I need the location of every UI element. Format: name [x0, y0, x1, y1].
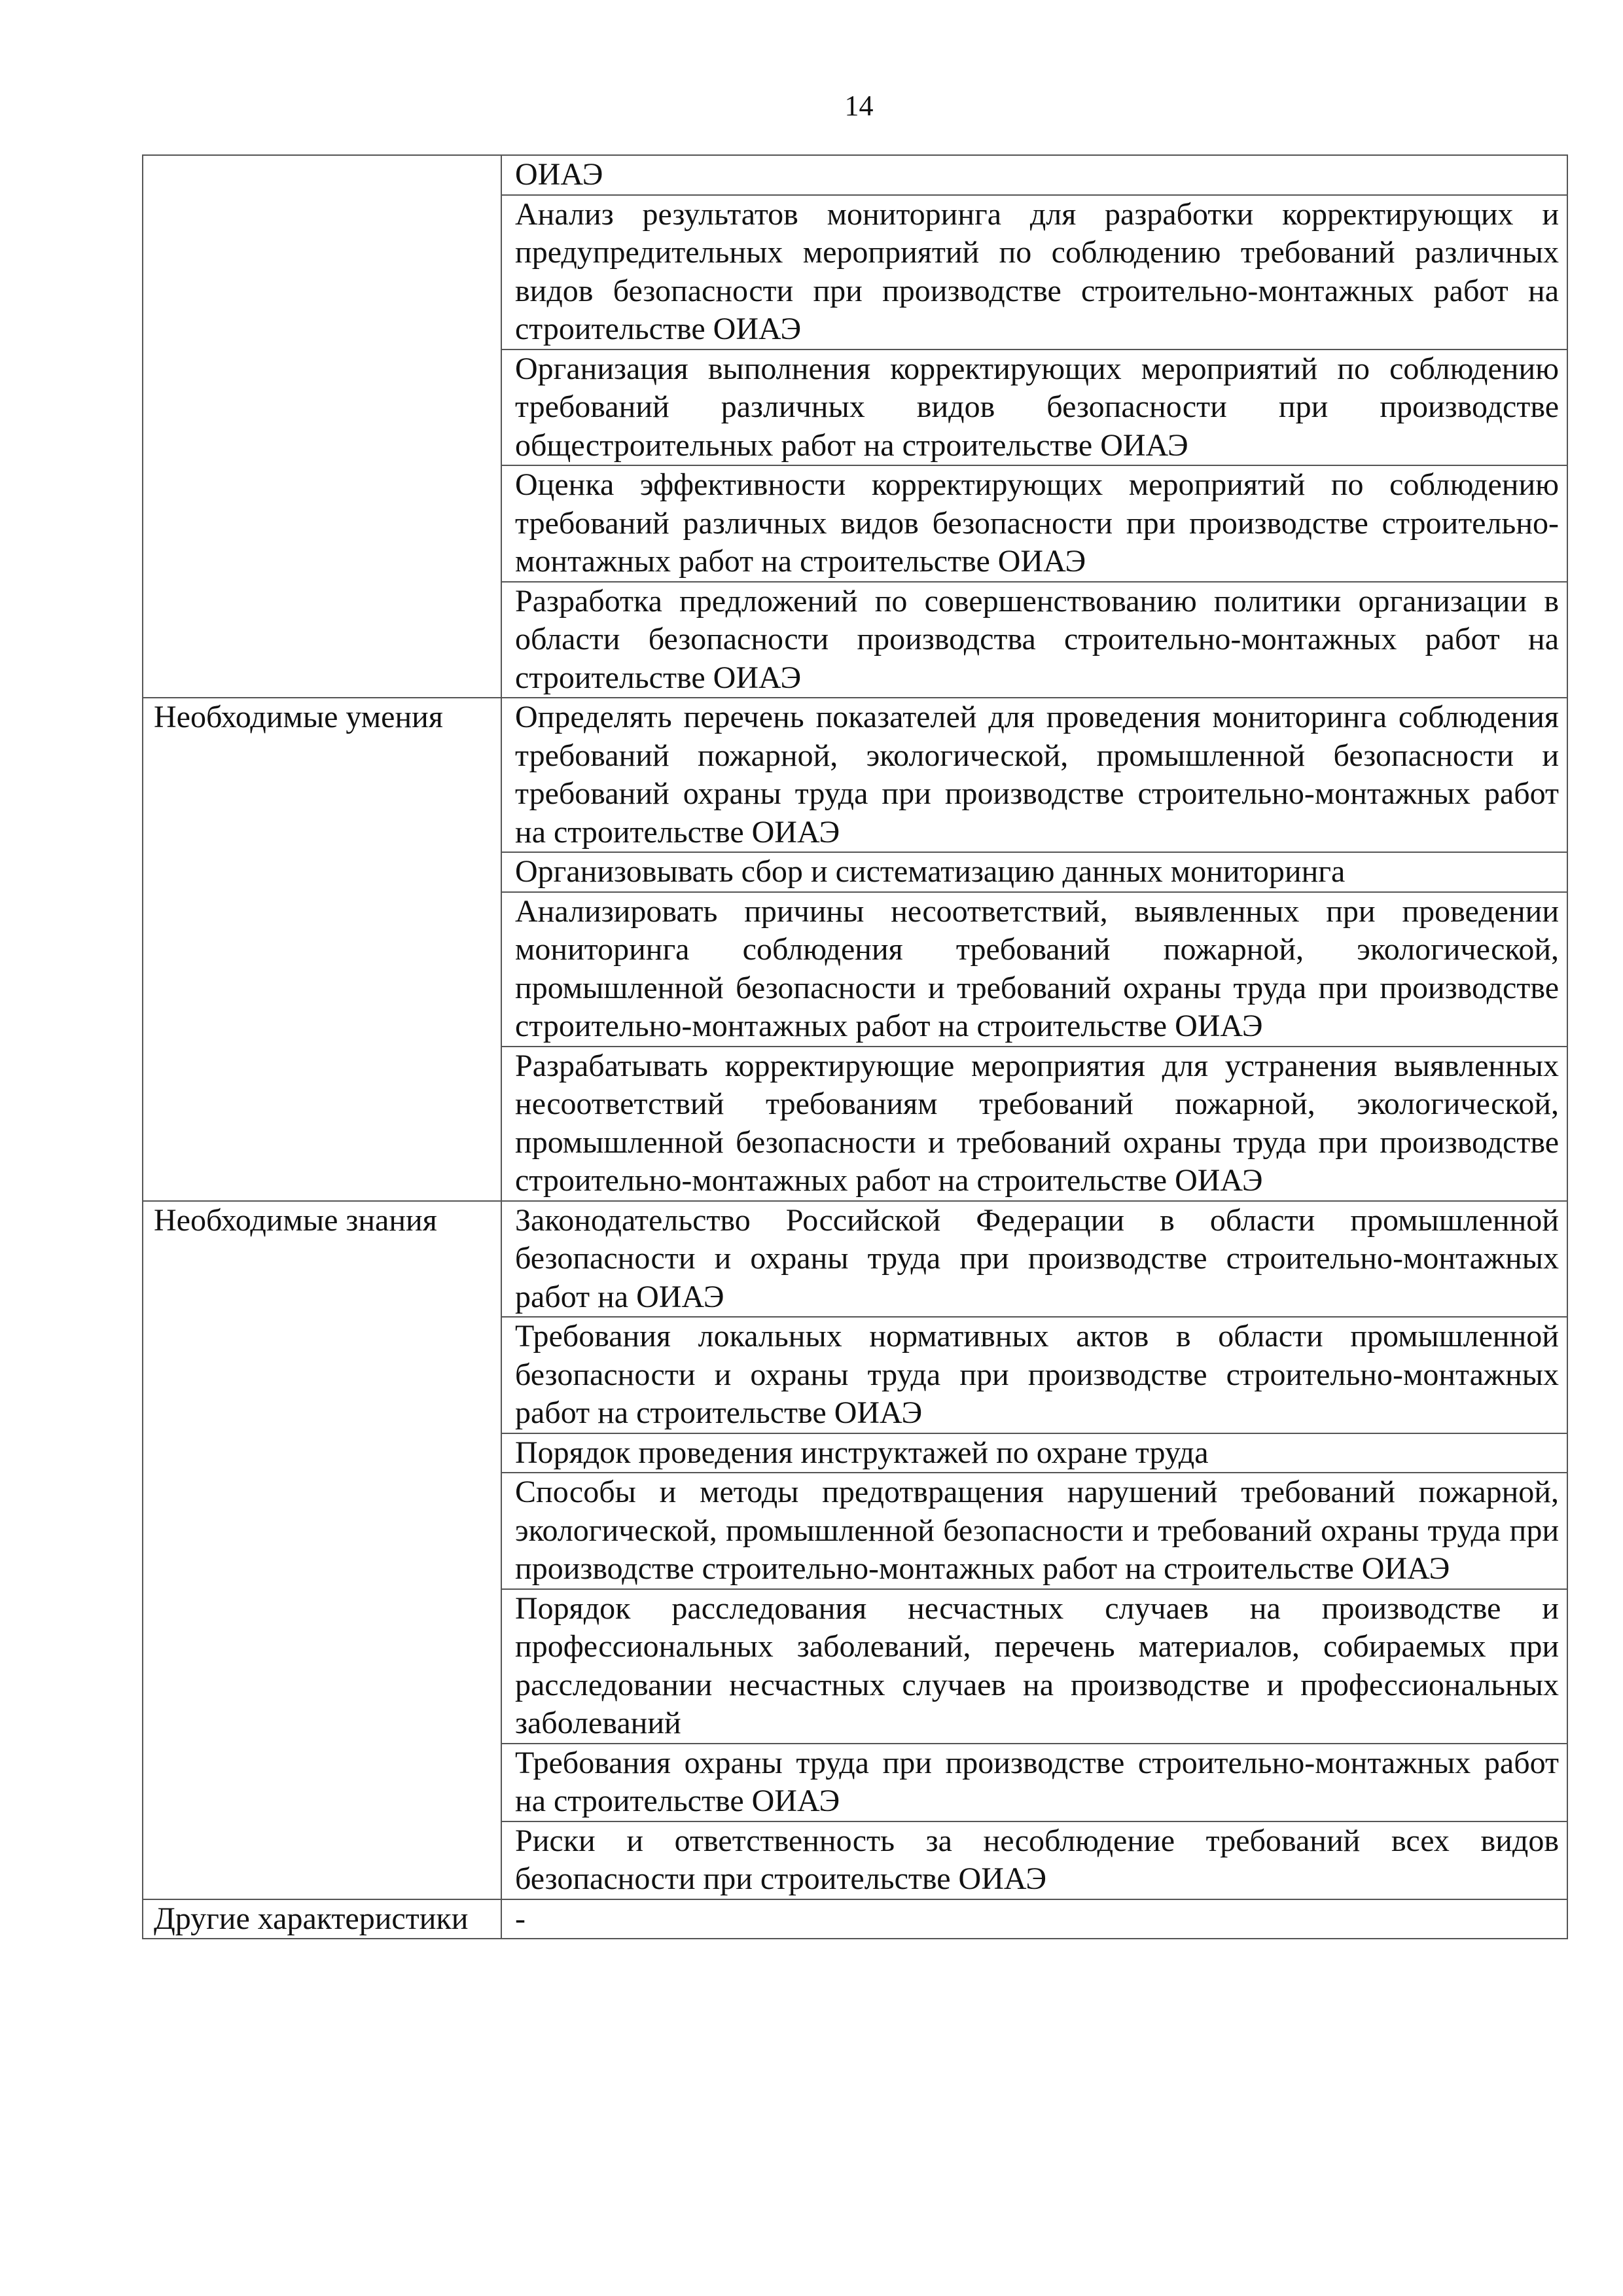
labor-action-item: Оценка эффективности корректирующих мероприятий по соблюдению требований различных видов безопасности при производстве строительно-монтажных работ на строительстве ОИАЭ [501, 465, 1567, 582]
empty-label-cell [143, 350, 501, 466]
empty-label-cell [143, 582, 501, 698]
competency-table [142, 154, 1568, 1939]
skill-item: Организовывать сбор и систематизацию данных мониторинга [501, 852, 1567, 892]
empty-label-cell [143, 195, 501, 350]
knowledge-item: Требования локальных нормативных актов в области промышленной безопасности и охраны труда при производстве строительно-монтажных работ на строительстве ОИАЭ [501, 1317, 1567, 1433]
other-characteristics-label: Другие характеристики [143, 1899, 501, 1939]
table-row [143, 195, 1567, 350]
skill-item: Определять перечень показателей для проведения мониторинга соблюдения требований пожарной, экологической, промышленной безопасности и требований охраны труда при производстве строительно-монтажных работ на строительстве ОИАЭ [501, 698, 1567, 852]
table-row [143, 1899, 1567, 1939]
empty-label-cell [143, 155, 501, 195]
table-row [143, 698, 1567, 852]
labor-action-item: Организация выполнения корректирующих мероприятий по соблюдению требований различных видов безопасности при производстве общестроительных работ на строительстве ОИАЭ [501, 350, 1567, 466]
table-row [143, 155, 1567, 195]
knowledge-item: Порядок проведения инструктажей по охране труда [501, 1433, 1567, 1473]
knowledge-item: Риски и ответственность за несоблюдение требований всех видов безопасности при строительстве ОИАЭ [501, 1821, 1567, 1899]
table-row [143, 582, 1567, 698]
knowledge-label: Необходимые знания [143, 1201, 501, 1899]
other-characteristics-value: - [501, 1899, 1567, 1939]
table-row [143, 350, 1567, 466]
labor-action-item: Разработка предложений по совершенствованию политики организации в области безопасности производства строительно-монтажных работ на строительстве ОИАЭ [501, 582, 1567, 698]
knowledge-item: Порядок расследования несчастных случаев на производстве и профессиональных заболеваний, перечень материалов, собираемых при расследовании несчастных случаев на производстве и профессиональных заболеваний [501, 1589, 1567, 1744]
table-row [143, 1201, 1567, 1318]
page-number: 14 [844, 90, 874, 122]
knowledge-item: Законодательство Российской Федерации в области промышленной безопасности и охраны труда при производстве строительно-монтажных работ на ОИАЭ [501, 1201, 1567, 1318]
skills-label: Необходимые умения [143, 698, 501, 1201]
skill-item: Разрабатывать корректирующие мероприятия для устранения выявленных несоответствий требованиям требований пожарной, экологической, промышленной безопасности и требований охраны труда при производстве строительно-монтажных работ на строительстве ОИАЭ [501, 1047, 1567, 1201]
skill-item: Анализировать причины несоответствий, выявленных при проведении мониторинга соблюдения требований пожарной, экологической, промышленной безопасности и требований охраны труда при производстве строительно-монтажных работ на строительстве ОИАЭ [501, 892, 1567, 1047]
empty-label-cell [143, 465, 501, 582]
knowledge-item: Способы и методы предотвращения нарушений требований пожарной, экологической, промышленной безопасности и требований охраны труда при производстве строительно-монтажных работ на строительстве ОИАЭ [501, 1473, 1567, 1589]
knowledge-item: Требования охраны труда при производстве строительно-монтажных работ на строительстве ОИАЭ [501, 1744, 1567, 1821]
table-row [143, 465, 1567, 582]
labor-action-item: Анализ результатов мониторинга для разработки корректирующих и предупредительных мероприятий по соблюдению требований различных видов безопасности при производстве строительно-монтажных работ на строительстве ОИАЭ [501, 195, 1567, 350]
labor-action-item: ОИАЭ [501, 155, 1567, 195]
